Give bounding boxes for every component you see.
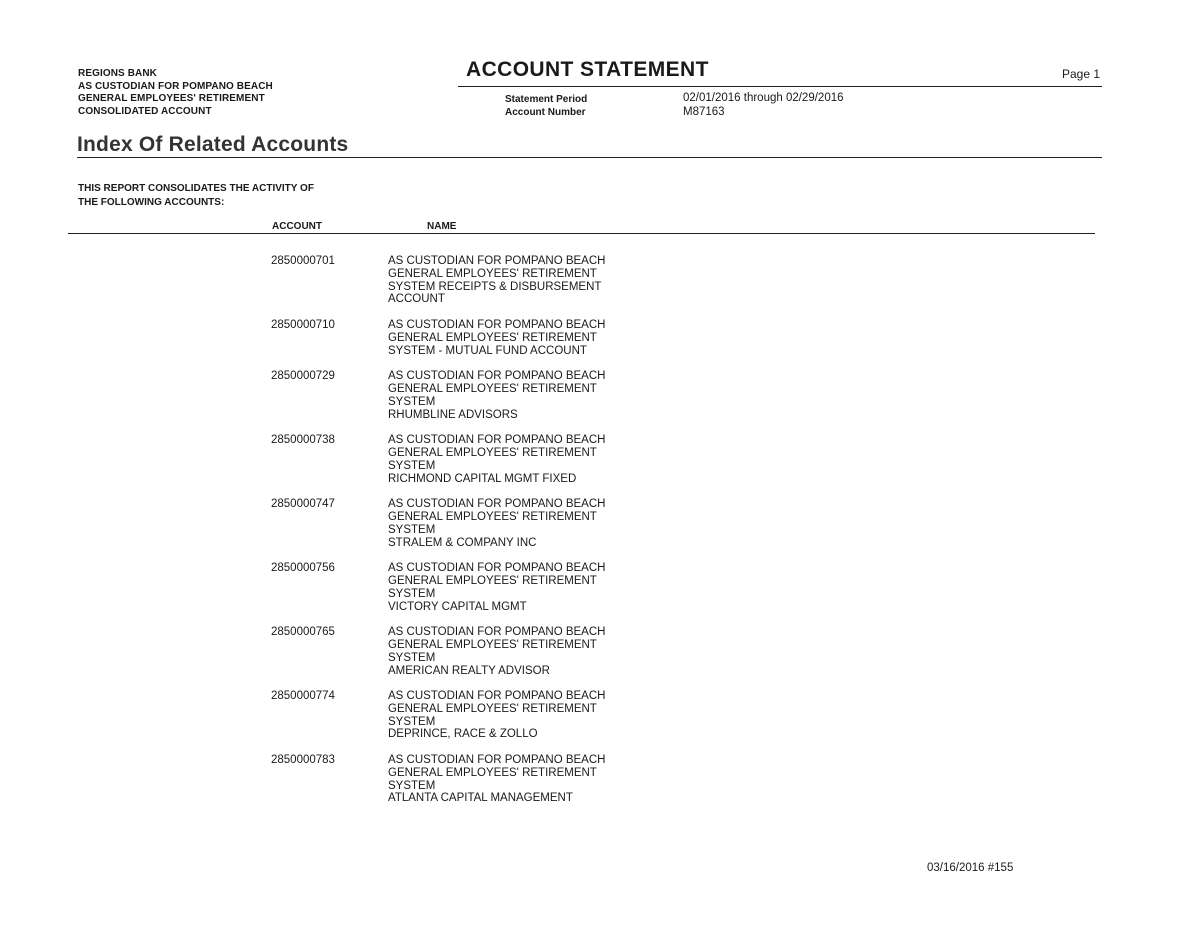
table-row — [271, 626, 691, 677]
account-name-line: GENERAL EMPLOYEES' RETIREMENT — [388, 638, 597, 651]
bank-line: AS CUSTODIAN FOR POMPANO BEACH — [78, 80, 273, 92]
statement-period-label: Statement Period — [505, 94, 588, 105]
account-name — [388, 434, 605, 485]
account-name — [388, 255, 605, 306]
bank-address-block — [78, 68, 273, 118]
account-name-line: AS CUSTODIAN FOR POMPANO BEACH — [388, 370, 606, 383]
account-name — [388, 690, 605, 741]
account-name-line: GENERAL EMPLOYEES' RETIREMENT — [388, 574, 597, 587]
account-name-line: ACCOUNT — [388, 293, 445, 306]
account-number: 2850000710 — [271, 318, 335, 331]
account-number: 2850000774 — [271, 690, 335, 703]
footer-stamp: 03/16/2016 #155 — [927, 862, 1014, 874]
bank-line: REGIONS BANK — [78, 68, 157, 79]
account-name — [388, 754, 605, 805]
account-name-line: AS CUSTODIAN FOR POMPANO BEACH — [388, 318, 606, 331]
account-number: 2850000701 — [271, 255, 335, 267]
account-name-line: GENERAL EMPLOYEES' RETIREMENT — [388, 382, 597, 395]
intro-line: THE FOLLOWING ACCOUNTS: — [78, 196, 225, 208]
account-name-line: AS CUSTODIAN FOR POMPANO BEACH — [388, 626, 606, 639]
statement-values — [683, 92, 844, 119]
table-row — [271, 562, 691, 613]
account-name-line: SYSTEM - MUTUAL FUND ACCOUNT — [388, 344, 587, 357]
account-number-label: Account Number — [505, 107, 586, 118]
account-name-line: AMERICAN REALTY ADVISOR — [388, 664, 550, 677]
account-name-line: AS CUSTODIAN FOR POMPANO BEACH — [388, 498, 606, 511]
table-row — [271, 434, 691, 485]
table-row — [271, 754, 691, 805]
account-name — [388, 498, 605, 549]
account-name-line: STRALEM & COMPANY INC — [388, 536, 537, 549]
account-name-line: SYSTEM — [388, 779, 436, 792]
account-name-line: DEPRINCE, RACE & ZOLLO — [388, 728, 538, 741]
account-name-line: VICTORY CAPITAL MGMT — [388, 600, 527, 613]
account-name-line: RHUMBLINE ADVISORS — [388, 408, 518, 421]
table-row — [271, 690, 691, 741]
account-name-line: SYSTEM RECEIPTS & DISBURSEMENT — [388, 280, 602, 293]
page-number: Page 1 — [1062, 67, 1101, 81]
account-name-line: AS CUSTODIAN FOR POMPANO BEACH — [388, 690, 606, 703]
account-number-value: M87163 — [683, 105, 725, 118]
account-name-line: GENERAL EMPLOYEES' RETIREMENT — [388, 446, 597, 459]
bank-line: CONSOLIDATED ACCOUNT — [78, 105, 212, 117]
account-name-line: SYSTEM — [388, 395, 436, 408]
account-name-line: AS CUSTODIAN FOR POMPANO BEACH — [388, 562, 606, 575]
statement-labels — [505, 93, 587, 119]
account-name-line: SYSTEM — [388, 651, 436, 664]
account-name-line: AS CUSTODIAN FOR POMPANO BEACH — [388, 754, 606, 767]
document-title: ACCOUNT STATEMENT — [466, 58, 709, 81]
account-number: 2850000756 — [271, 562, 335, 575]
table-row — [271, 498, 691, 549]
column-header-name: NAME — [427, 221, 457, 232]
account-name — [388, 626, 605, 677]
table-row — [271, 319, 691, 357]
account-number: 2850000765 — [271, 626, 335, 639]
account-name-line: GENERAL EMPLOYEES' RETIREMENT — [388, 267, 597, 280]
table-row — [271, 370, 691, 421]
title-divider — [458, 86, 1102, 87]
account-number: 2850000738 — [271, 434, 335, 447]
account-name — [388, 319, 605, 357]
table-row — [271, 255, 691, 306]
intro-line: THIS REPORT CONSOLIDATES THE ACTIVITY OF — [78, 183, 314, 194]
bank-line: GENERAL EMPLOYEES' RETIREMENT — [78, 93, 265, 105]
account-name-line: SYSTEM — [388, 715, 436, 728]
account-name-line: SYSTEM — [388, 523, 436, 536]
account-name-line: GENERAL EMPLOYEES' RETIREMENT — [388, 702, 597, 715]
account-name-line: AS CUSTODIAN FOR POMPANO BEACH — [388, 434, 606, 447]
account-name-line: RICHMOND CAPITAL MGMT FIXED — [388, 472, 577, 485]
account-number: 2850000747 — [271, 498, 335, 511]
related-accounts-list — [271, 255, 691, 818]
account-name-line: GENERAL EMPLOYEES' RETIREMENT — [388, 331, 597, 344]
section-title: Index Of Related Accounts — [77, 133, 349, 156]
account-name-line: SYSTEM — [388, 587, 436, 600]
account-name-line: GENERAL EMPLOYEES' RETIREMENT — [388, 766, 597, 779]
account-number: 2850000729 — [271, 370, 335, 383]
account-name-line: SYSTEM — [388, 459, 436, 472]
account-name-line: ATLANTA CAPITAL MANAGEMENT — [388, 792, 573, 805]
account-name — [388, 562, 605, 613]
account-number: 2850000783 — [271, 754, 335, 767]
column-header-account: ACCOUNT — [272, 221, 322, 232]
intro-text — [78, 182, 314, 209]
table-header-divider — [68, 233, 1095, 234]
statement-period-value: 02/01/2016 through 02/29/2016 — [683, 92, 844, 104]
account-name-line: AS CUSTODIAN FOR POMPANO BEACH — [388, 255, 606, 267]
account-name — [388, 370, 605, 421]
account-name-line: GENERAL EMPLOYEES' RETIREMENT — [388, 510, 597, 523]
section-divider — [77, 157, 1102, 158]
